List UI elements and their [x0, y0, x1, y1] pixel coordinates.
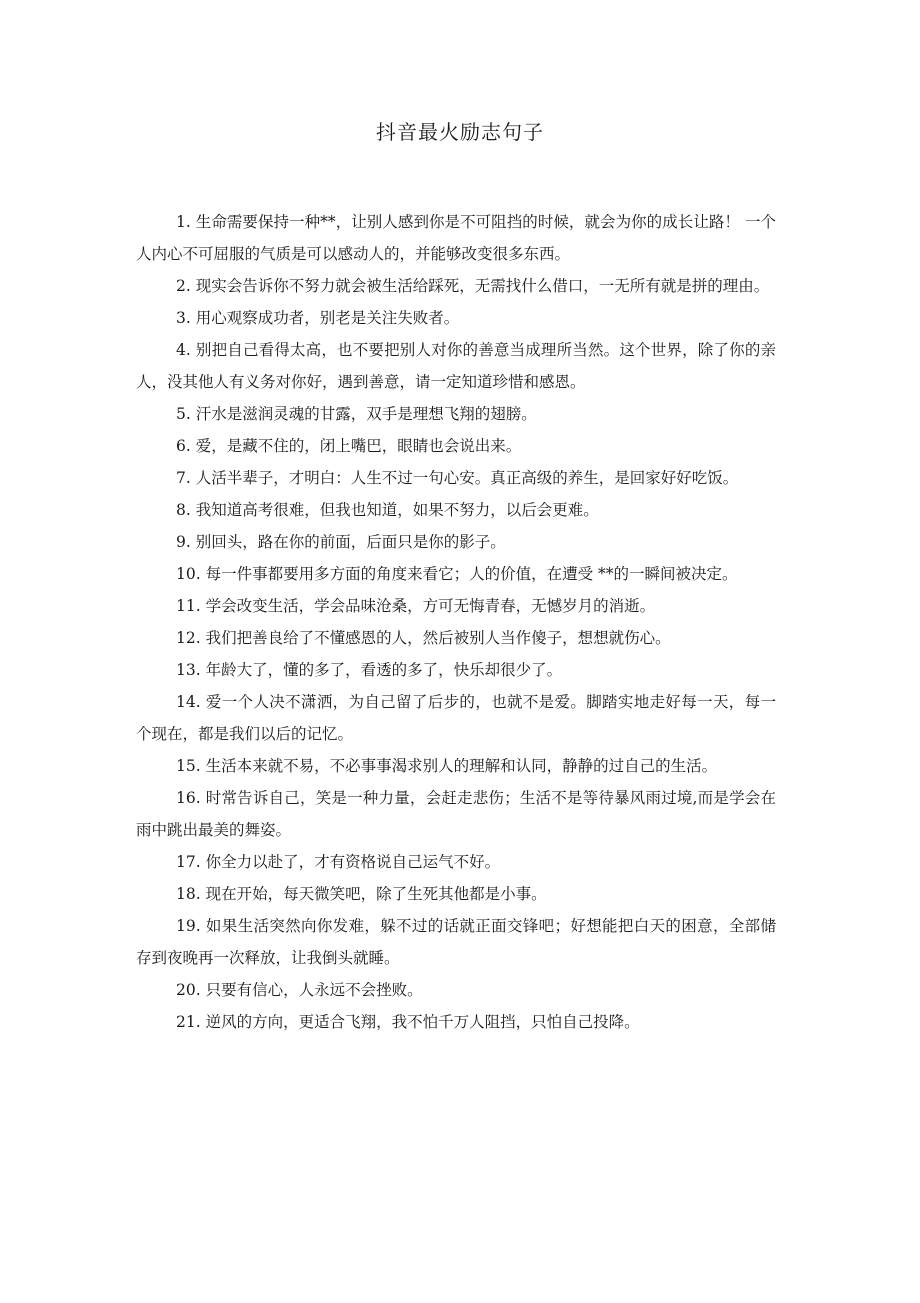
quote-paragraph: 9. 别回头，路在你的前面，后面只是你的影子。	[176, 533, 506, 551]
quote-paragraph: 20. 只要有信心，人永远不会挫败。	[176, 981, 423, 999]
quote-paragraph: 3. 用心观察成功者，别老是关注失败者。	[176, 309, 460, 327]
quote-paragraph: 19. 如果生活突然向你发难，躲不过的话就正面交锋吧；好想能把白天的困意，全部储存到夜晚再一次释放，让我倒头就睡。	[136, 917, 776, 967]
quote-paragraph: 11. 学会改变生活，学会品味沧桑，方可无悔青春，无憾岁月的消逝。	[176, 597, 656, 615]
quote-paragraph: 13. 年龄大了，懂的多了，看透的多了，快乐却很少了。	[176, 661, 563, 679]
quote-paragraph: 12. 我们把善良给了不懂感恩的人，然后被别人当作傻子，想想就伤心。	[176, 629, 671, 647]
quote-paragraph: 14. 爱一个人决不潇洒，为自己留了后步的，也就不是爱。脚踏实地走好每一天，每一个现在，都是我们以后的记忆。	[136, 693, 776, 743]
quote-paragraph: 18. 现在开始，每天微笑吧，除了生死其他都是小事。	[176, 885, 547, 903]
quote-paragraph: 4. 别把自己看得太高，也不要把别人对你的善意当成理所当然。这个世界，除了你的亲人，没其他人有义务对你好，遇到善意，请一定知道珍惜和感恩。	[136, 341, 776, 391]
quote-paragraph: 15. 生活本来就不易，不必事事渴求别人的理解和认同，静静的过自己的生活。	[176, 757, 718, 775]
quote-paragraph: 21. 逆风的方向，更适合飞翔，我不怕千万人阻挡，只怕自己投降。	[176, 1013, 640, 1031]
quote-paragraph: 5. 汗水是滋润灵魂的甘露，双手是理想飞翔的翅膀。	[176, 405, 537, 423]
quote-list	[136, 206, 776, 1038]
page-title: 抖音最火励志句子	[376, 120, 544, 144]
quote-paragraph: 10. 每一件事都要用多方面的角度来看它；人的价值，在遭受 **的一瞬间被决定。	[176, 565, 738, 583]
quote-paragraph: 6. 爱，是藏不住的，闭上嘴巴，眼睛也会说出来。	[176, 437, 522, 455]
quote-paragraph: 16. 时常告诉自己，笑是一种力量，会赶走悲伤；生活不是等待暴风雨过境,而是学会在雨中跳出最美的舞姿。	[136, 789, 776, 839]
quote-paragraph: 7. 人活半辈子，才明白：人生不过一句心安。真正高级的养生，是回家好好吃饭。	[176, 469, 739, 487]
quote-paragraph: 1. 生命需要保持一种**，让别人感到你是不可阻挡的时候，就会为你的成长让路！ 一个人内心不可屈服的气质是可以感动人的，并能够改变很多东西。	[136, 213, 776, 263]
quote-paragraph: 17. 你全力以赴了，才有资格说自己运气不好。	[176, 853, 501, 871]
quote-paragraph: 8. 我知道高考很难，但我也知道，如果不努力，以后会更难。	[176, 501, 599, 519]
quote-paragraph: 2. 现实会告诉你不努力就会被生活给踩死，无需找什么借口，一无所有就是拼的理由。	[176, 277, 770, 295]
